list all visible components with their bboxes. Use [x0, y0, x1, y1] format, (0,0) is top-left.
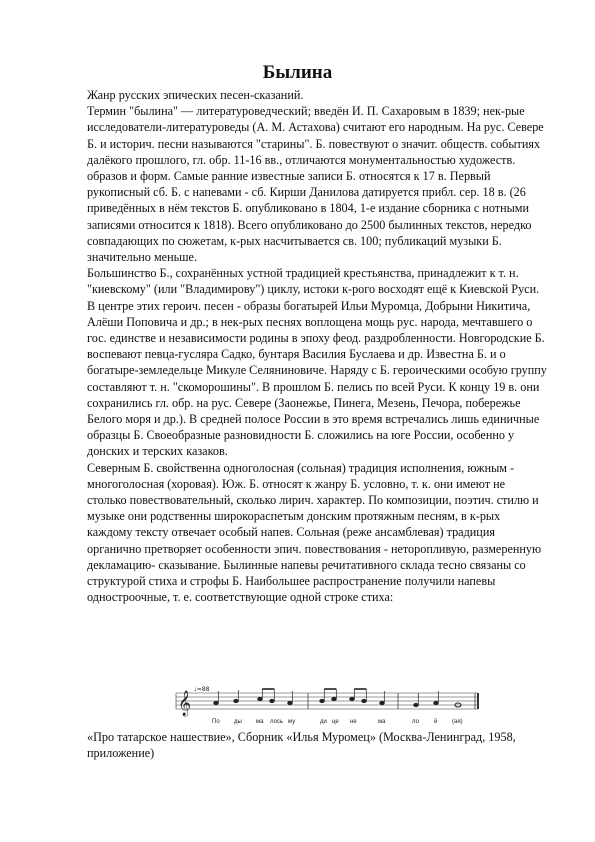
lyric-syllable: ло	[412, 719, 419, 725]
paragraph-term: Термин "былина" — литературоведческий; введён И. П. Сахаровым в 1839; нек-рые исследователи-литературоведы (А. М. Астахова) считают его народным. На рус. Севере Б. и историч. песни называются "старины". Б. повествуют о значит. обществ. событиях далёкого прошлого, гл. обр. 11-16 вв., отличаются монументальностью художеств. образов и форм. Самые ранние известные записи Б. относятся к 17 в. Первый рукописный сб. Б. с напевами - сб. Кирши Данилова датируется прибл. сер. 18 в. (26 приведённых в нём текстов Б. опубликовано в 1804, 1-е издание сборника с нотными записями относится к 1818). Всего опубликовано до 2500 былинных текстов, нередко совпадающих по сюжетам, к-рых насчитывается св. 100; публикаций музыки Б. значительно меньше.	[87, 104, 544, 265]
page-title: Былина	[262, 62, 333, 83]
lyric-syllable: не	[350, 719, 357, 725]
lyric-syllable: ма	[378, 719, 386, 725]
music-staff	[176, 693, 478, 709]
paragraph-cycles: Большинство Б., сохранённых устной традицией крестьянства, принадлежит к т. н. "киевскому" (или "Владимирову") циклу, истоки к-рого восходят ещё к Киевской Руси. В центре этих героич. песен - образы богатырей Ильи Муромца, Добрыни Никитича, Алёши Поповича и др.; в нек-рых песнях воплощена мощь рус. народа, мечтавшего о гос. единстве и независимости родины в эпоху феод. раздробленности. Новгородские Б. воспевают певца-гусляра Садко, бунтаря Василия Буслаева и др. Известна Б. и о богатыре-земледельце Микуле Селяниновиче. Наряду с Б. героическими особую группу составляют т. н. "скоморошины". В прошлом Б. пелись по всей Руси. К концу 19 в. они сохранились гл. обр. на рус. Севере (Заонежье, Пинега, Мезень, Печора, побережье Белого моря и др.). В средней полосе России в это время встречались лишь единичные образцы Б. Своеобразные разновидности Б. сложились на юге России, особенно у донских и терских казаков.	[87, 266, 547, 459]
lyric-syllable: му	[288, 719, 296, 725]
lyric-syllable: це	[332, 719, 339, 725]
tempo-mark: ♩=88	[194, 686, 210, 693]
paragraph-intro: Жанр русских эпических песен-сказаний.	[87, 88, 304, 102]
paragraph-tradition: Северным Б. свойственна одноголосная (сольная) традиция исполнения, южным - многоголосная (хоровая). Юж. Б. относят к жанру Б. условно, т. к. они имеют не столько повествовательный, сколько лирич. характер. По композиции, поэтич. стилю и музыке они родственны широкораспетым донским протяжным песням, в к-рых каждому тексту отвечает особый напев. Сольная (реже ансамблевая) традиция органично претворяет особенности эпич. повествования - неторопливую, размеренную декламацию- сказывание. Былинные напевы речитативного склада тесно связаны со структурой стиха и строфы Б. Наибольшее распространение получили напевы одностроочные, т. е. соответствующие одной строке стиха:	[87, 460, 542, 605]
music-caption: «Про татарское нашествие», Сборник «Илья Муромец» (Москва-Ленинград, 1958, приложение)	[87, 730, 516, 761]
article-body	[87, 87, 547, 606]
lyric-syllable: По	[212, 719, 220, 725]
lyric-syllable: ди	[320, 719, 327, 725]
lyric-syllable: ды	[234, 719, 242, 725]
music-notation	[172, 685, 484, 729]
treble-clef-icon: 𝄞	[178, 691, 192, 716]
lyric-syllable: й	[434, 719, 438, 725]
lyric-syllable: ма	[256, 719, 264, 725]
music-notes	[214, 689, 461, 709]
lyric-syllable: лось	[270, 719, 284, 725]
music-lyrics	[212, 718, 463, 725]
lyric-syllable: (ая)	[452, 719, 463, 725]
